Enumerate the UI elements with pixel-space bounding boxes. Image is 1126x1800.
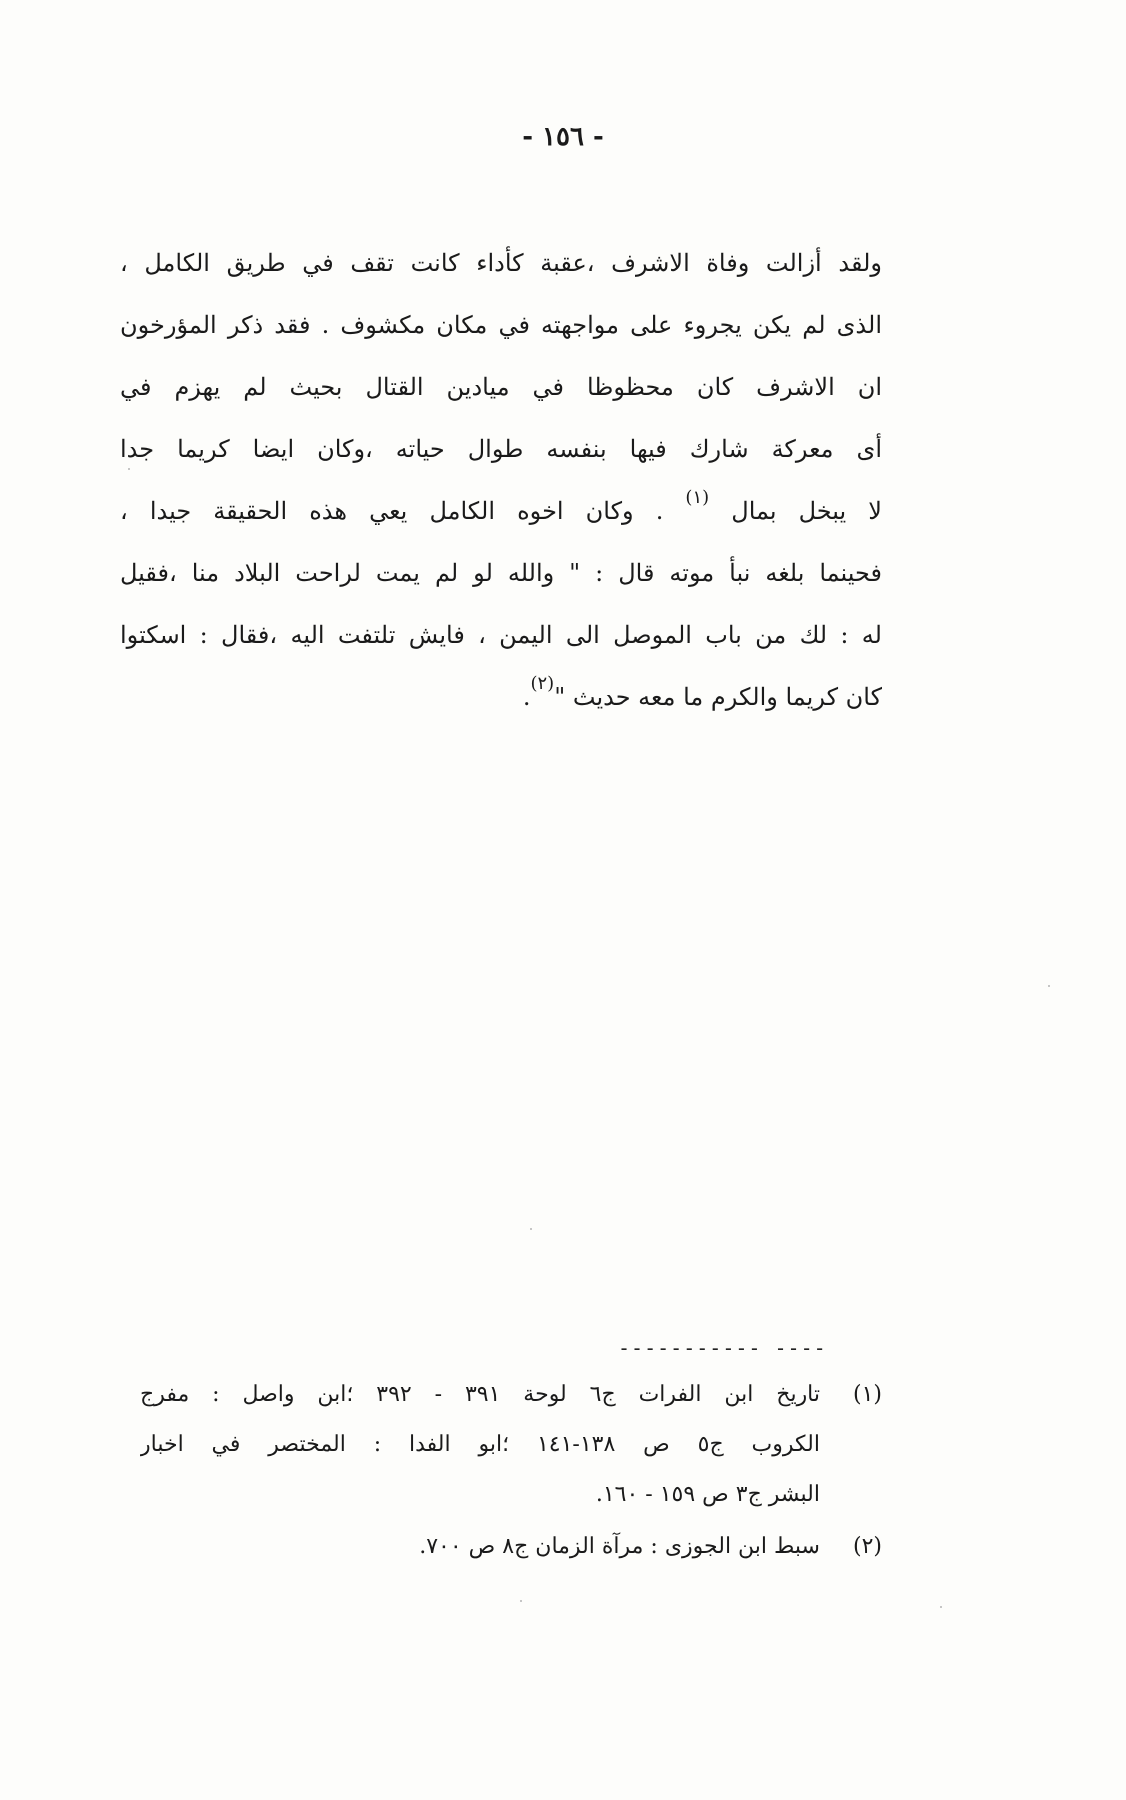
body-line-2: الذى لم يكن يجروء على مواجهته في مكان مكشوف . فقد ذكر المؤرخون xyxy=(120,311,882,339)
body-line-5-start: لا يبخل بمال xyxy=(731,497,882,525)
footnotes xyxy=(140,1370,882,1574)
footnote-1-number: (١) xyxy=(852,1382,882,1407)
body-line-3: ان الاشرف كان محظوظا في ميادين القتال بحيث لم يهزم في xyxy=(120,373,882,401)
footnote-2-text xyxy=(140,1522,820,1572)
scan-speck xyxy=(940,1606,942,1608)
body-line-8-end: . xyxy=(522,683,531,711)
body-line-5-rest: . وكان اخوه الكامل يعي هذه الحقيقة جيدا ، xyxy=(120,497,664,525)
page-number: - ١٥٦ - xyxy=(522,122,604,152)
footnote-1-line-3: البشر ج٣ ص ١٥٩ - ١٦٠. xyxy=(595,1482,820,1507)
scan-speck xyxy=(530,1228,532,1230)
footnote-1-text xyxy=(140,1370,820,1520)
scan-speck xyxy=(520,1600,522,1602)
scan-speck xyxy=(128,468,130,470)
body-line-4: أى معركة شارك فيها بنفسه طوال حياته ،وكان ايضا كريما جدا xyxy=(120,435,882,463)
scan-speck xyxy=(1048,985,1050,987)
body-line-5 xyxy=(120,480,882,542)
footnote-1-line-2: الكروب ج٥ ص ١٣٨-١٤١ ؛ابو الفدا : المختصر في اخبار xyxy=(140,1432,820,1457)
footnote-2-number: (٢) xyxy=(852,1534,882,1559)
footnote-divider: ----------- ---- xyxy=(618,1336,827,1360)
body-text xyxy=(120,232,882,728)
body-line-8 xyxy=(120,666,882,728)
body-line-8-text: كان كريما والكرم ما معه حديث " xyxy=(554,683,882,711)
footnote-2 xyxy=(140,1522,882,1572)
footnote-1-line-1: تاريخ ابن الفرات ج٦ لوحة ٣٩١ - ٣٩٢ ؛ابن واصل : مفرج xyxy=(140,1382,820,1407)
body-line-1: ولقد أزالت وفاة الاشرف ،عقبة كأداء كانت تقف في طريق الكامل ، xyxy=(120,249,882,277)
body-line-7: له : لك من باب الموصل الى اليمن ، فايش تلتفت اليه ،فقال : اسكتوا xyxy=(120,621,882,649)
footnote-ref-1: (١) xyxy=(685,487,710,508)
footnote-ref-2: (٢) xyxy=(530,673,555,694)
body-line-6: فحينما بلغه نبأ موته قال : " والله لو لم يمت لراحت البلاد منا ،فقيل xyxy=(120,559,882,587)
footnote-1 xyxy=(140,1370,882,1520)
footnote-2-line-1: سبط ابن الجوزى : مرآة الزمان ج٨ ص ٧٠٠. xyxy=(419,1534,820,1559)
